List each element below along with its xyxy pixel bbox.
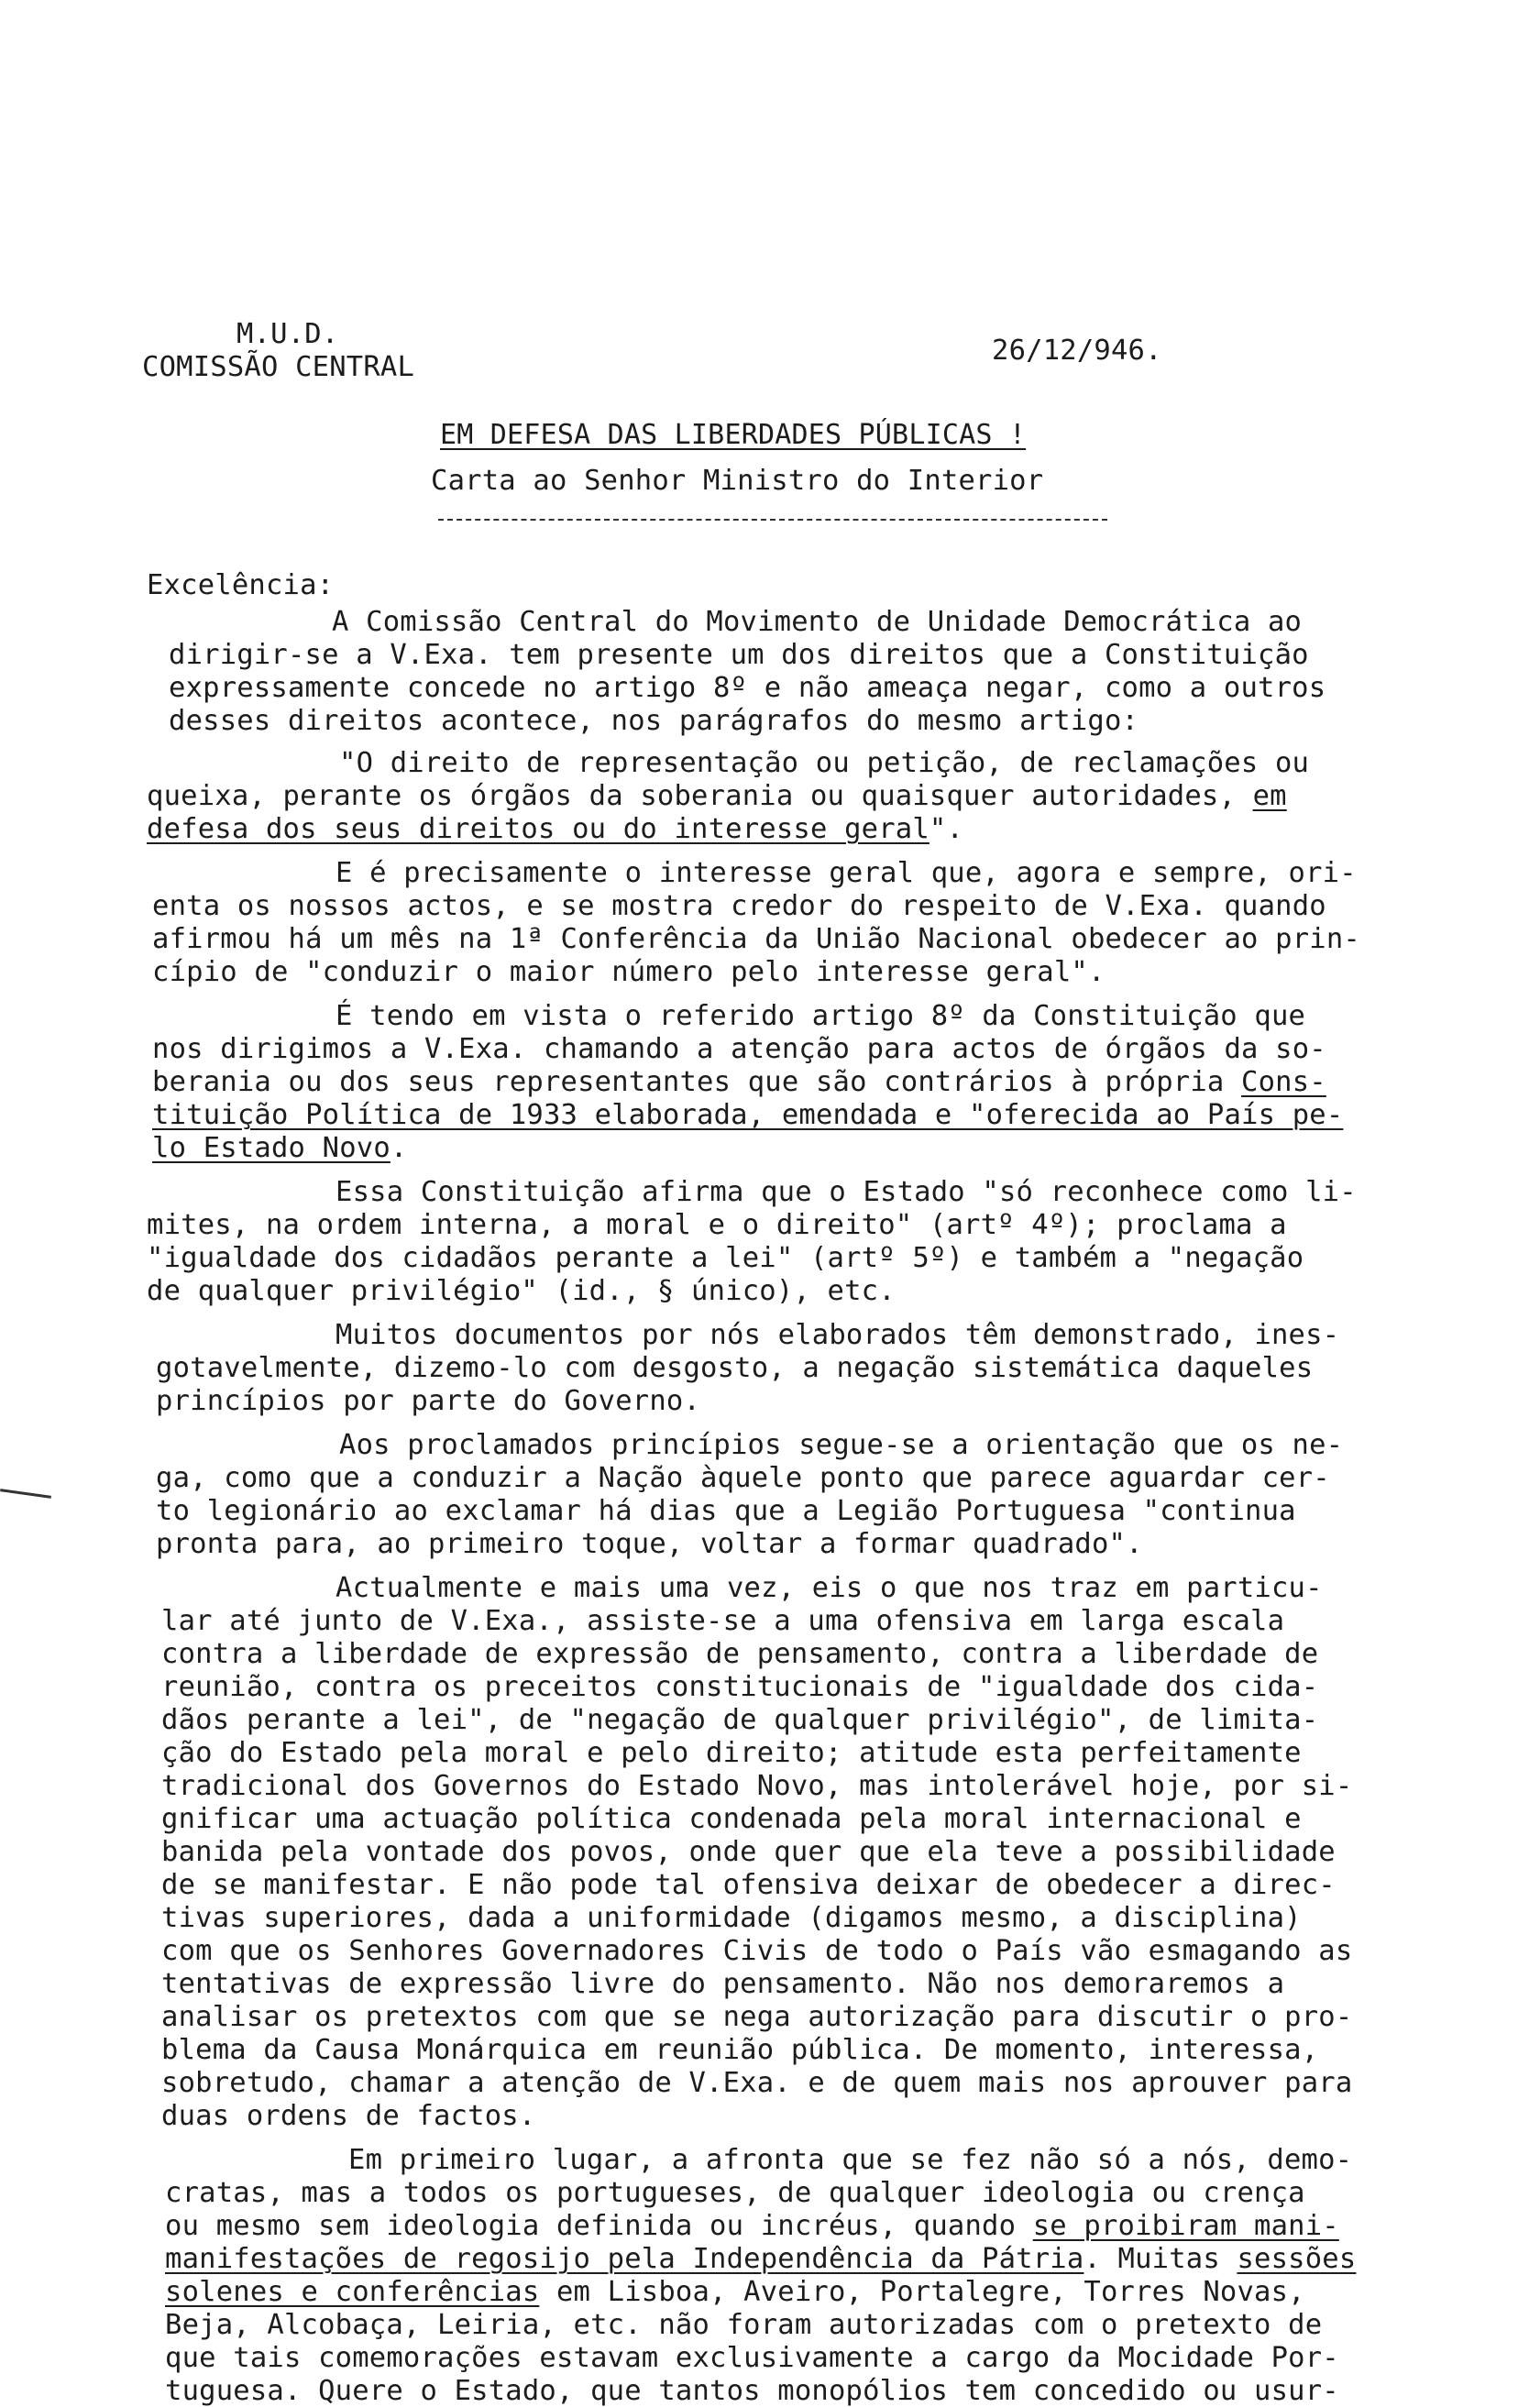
letter-date: 26/12/946. — [992, 335, 1162, 367]
text-line: nos dirigimos a V.Exa. chamando a atenção para actos de órgãos da so- — [152, 1033, 1326, 1065]
quote-line — [147, 780, 1287, 812]
text-line: to legionário ao exclamar há dias que a Legião Portuguesa "continua — [156, 1495, 1296, 1527]
text-line: gnificar uma actuação política condenada pela moral internacional e — [161, 1803, 1302, 1835]
line-underlined: Cons- — [1241, 1066, 1326, 1098]
line-end: . — [390, 1132, 408, 1164]
text-line: banida pela vontade dos povos, onde quer que ela teve a possibilidade — [161, 1836, 1336, 1868]
text-line: dirigir-se a V.Exa. tem presente um dos direitos que a Constituição — [169, 639, 1309, 671]
text-line: E é precisamente o interesse geral que, agora e sempre, ori- — [336, 857, 1357, 889]
text-line: lar até junto de V.Exa., assiste-se a uma ofensiva em larga escala — [161, 1605, 1285, 1637]
quote-end: ". — [929, 813, 964, 845]
text-line: tivas superiores, dada a uniformidade (digamos mesmo, a disciplina) — [161, 1902, 1302, 1934]
text-line: Aos proclamados princípios segue-se a orientação que os ne- — [339, 1429, 1344, 1461]
text-line: tradicional dos Governos do Estado Novo, mas intolerável hoje, por si- — [161, 1770, 1353, 1802]
line-text: berania ou dos seus representantes que são contrários à própria — [152, 1066, 1242, 1098]
text-line: É tendo em vista o referido artigo 8º da Constituição que — [336, 1000, 1306, 1032]
text-line: que tais comemorações estavam exclusivamente a cargo da Mocidade Por- — [165, 2342, 1339, 2374]
text-line: Muitos documentos por nós elaborados têm demonstrado, ines- — [336, 1319, 1340, 1351]
text-line: expressamente concede no artigo 8º e não ameaça negar, como a outros — [169, 672, 1326, 704]
line-text: ou mesmo sem ideologia definida ou incréus, quando — [165, 2210, 1033, 2242]
text-line: tuguesa. Quere o Estado, que tantos monopólios tem concedido ou usur- — [165, 2375, 1339, 2407]
text-line: de qualquer privilégio" (id., § único), etc. — [147, 1275, 896, 1307]
line-underlined: sessões — [1237, 2243, 1357, 2275]
quote-underlined: defesa dos seus direitos ou do interesse geral — [147, 813, 930, 845]
document-title: EM DEFESA DAS LIBERDADES PÚBLICAS ! — [440, 419, 1027, 451]
text-line: Essa Constituição afirma que o Estado "só reconhece como li- — [336, 1176, 1357, 1208]
subtitle-divider — [438, 519, 1107, 521]
line-underlined: manifestações de regosijo pela Independência da Pátria — [165, 2243, 1084, 2275]
text-line: enta os nossos actos, e se mostra credor do respeito de V.Exa. quando — [152, 890, 1326, 922]
quote-line — [147, 813, 964, 845]
line-underlined: solenes e conferências — [165, 2276, 540, 2308]
text-line: reunião, contra os preceitos constitucionais de "igualdade dos cida- — [161, 1671, 1319, 1703]
text-line: cípio de "conduzir o maior número pelo interesse geral". — [152, 956, 1106, 988]
text-line: blema da Causa Monárquica em reunião pública. De momento, interessa, — [161, 2034, 1319, 2066]
text-line: ção do Estado pela moral e pelo direito; atitude esta perfeitamente — [161, 1737, 1302, 1769]
text-line: ga, como que a conduzir a Nação àquele ponto que parece aguardar cer- — [156, 1462, 1330, 1494]
quote-line: "O direito de representação ou petição, de reclamações ou — [339, 747, 1310, 779]
text-line: tituição Política de 1933 elaborada, emendada e "oferecida ao País pe- — [152, 1099, 1344, 1131]
text-line: afirmou há um mês na 1ª Conferência da União Nacional obedecer ao prin- — [152, 923, 1360, 955]
text-line: contra a liberdade de expressão de pensamento, contra a liberdade de — [161, 1638, 1319, 1670]
text-line: Em primeiro lugar, a afronta que se fez não só a nós, demo- — [348, 2144, 1353, 2176]
text-line: mites, na ordem interna, a moral e o direito" (artº 4º); proclama a — [147, 1209, 1287, 1241]
text-line — [152, 1066, 1326, 1098]
text-line — [152, 1132, 408, 1164]
text-line: dãos perante a lei", de "negação de qualquer privilégio", de limita- — [161, 1704, 1319, 1736]
text-line: gotavelmente, dizemo-lo com desgosto, a negação sistemática daqueles — [156, 1352, 1314, 1384]
committee-name: COMISSÃO CENTRAL — [142, 351, 415, 383]
text-line: princípios por parte do Governo. — [156, 1385, 701, 1417]
org-acronym: M.U.D. — [236, 318, 339, 350]
text-line: tentativas de expressão livre do pensamento. Não nos demoraremos a — [161, 1968, 1285, 2000]
quote-text: queixa, perante os órgãos da soberania ou quaisquer autoridades, — [147, 780, 1253, 812]
quote-underlined: em — [1252, 780, 1287, 812]
margin-mark — [0, 1489, 51, 1499]
text-line: Actualmente e mais uma vez, eis o que nos traz em particu- — [336, 1572, 1323, 1604]
text-line: "igualdade dos cidadãos perante a lei" (artº 5º) e também a "negação — [147, 1242, 1304, 1274]
text-line: pronta para, ao primeiro toque, voltar a formar quadrado". — [156, 1528, 1143, 1560]
text-line — [165, 2276, 1305, 2308]
line-text: em Lisboa, Aveiro, Portalegre, Torres Novas, — [539, 2276, 1305, 2308]
text-line: Beja, Alcobaça, Leiria, etc. não foram autorizadas com o pretexto de — [165, 2309, 1323, 2341]
text-line: de se manifestar. E não pode tal ofensiva deixar de obedecer a direc- — [161, 1869, 1336, 1901]
text-line: sobretudo, chamar a atenção de V.Exa. e de quem mais nos aprouver para — [161, 2067, 1353, 2099]
document-subtitle: Carta ao Senhor Ministro do Interior — [431, 465, 1044, 497]
salutation: Excelência: — [147, 569, 335, 601]
text-line: analisar os pretextos com que se nega autorização para discutir o pro- — [161, 2001, 1353, 2033]
line-text: . Muitas — [1084, 2243, 1238, 2275]
text-line: A Comissão Central do Movimento de Unidade Democrática ao — [332, 606, 1303, 638]
text-line: desses direitos acontece, nos parágrafos do mesmo artigo: — [169, 705, 1139, 737]
line-underlined: lo Estado Novo — [152, 1132, 390, 1164]
text-line: duas ordens de factos. — [161, 2100, 536, 2132]
text-line: cratas, mas a todos os portugueses, de qualquer ideologia ou crença — [165, 2177, 1305, 2209]
text-line: com que os Senhores Governadores Civis de todo o País vão esmagando as — [161, 1935, 1353, 1967]
text-line — [165, 2243, 1357, 2275]
text-line — [165, 2210, 1339, 2242]
line-underlined: se proibiram mani- — [1032, 2210, 1339, 2242]
